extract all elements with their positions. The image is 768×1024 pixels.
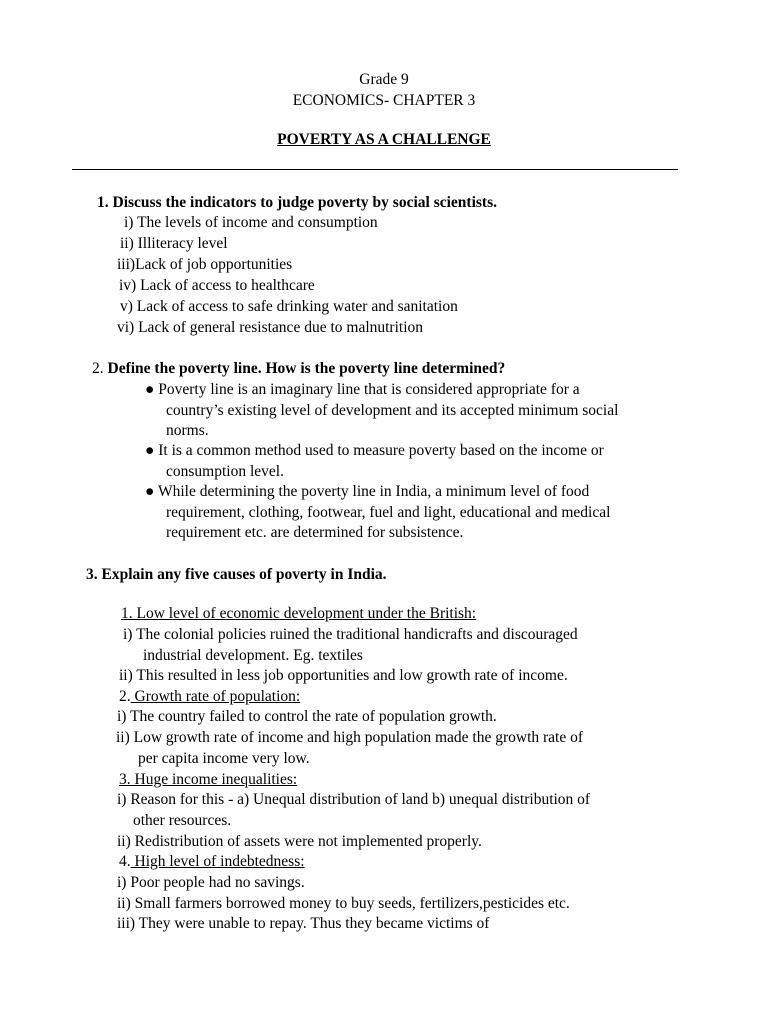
q2-bullet-3-line-3: requirement etc. are determined for subsistence.	[166, 524, 464, 541]
q1-item-6: vi) Lack of general resistance due to malnutrition	[117, 319, 424, 336]
cause-2-title: Growth rate of population:	[130, 688, 301, 705]
cause-4-heading	[119, 852, 305, 872]
q2-bullet-1-line-1: ● Poverty line is an imaginary line that is considered appropriate for a	[145, 381, 580, 398]
cause-2-heading	[119, 687, 300, 707]
cause-2-item-2: ii) Low growth rate of income and high population made the growth rate of	[116, 729, 584, 746]
q1-item-4: iv) Lack of access to healthcare	[119, 277, 315, 294]
q1-item-5: v) Lack of access to safe drinking water and sanitation	[120, 298, 458, 315]
cause-3-item-1-cont: other resources.	[133, 812, 232, 829]
q2-bullet-2-line-1: ● It is a common method used to measure poverty based on the income or	[145, 442, 604, 459]
cause-2-item-2-cont: per capita income very low.	[138, 750, 310, 767]
cause-1-heading: 1. Low level of economic development under the British:	[121, 605, 477, 622]
cause-4-title: High level of indebtedness:	[130, 853, 305, 870]
cause-4-item-3: iii) They were unable to repay. Thus they became victims of	[117, 915, 490, 932]
cause-3-item-1: i) Reason for this - a) Unequal distribution of land b) unequal distribution of	[117, 791, 591, 808]
cause-4-item-2: ii) Small farmers borrowed money to buy seeds, fertilizers,pesticides etc.	[117, 895, 570, 912]
q1-item-3: iii)Lack of job opportunities	[117, 256, 293, 273]
question-2-number: 2.	[92, 360, 104, 377]
q2-bullet-3-line-2: requirement, clothing, footwear, fuel and light, educational and medical	[166, 504, 611, 521]
q2-bullet-1-line-3: norms.	[166, 422, 209, 439]
question-2-text: Define the poverty line. How is the poverty line determined?	[107, 360, 506, 377]
question-2	[92, 359, 505, 379]
chapter-title: POVERTY AS A CHALLENGE	[277, 131, 491, 148]
q2-bullet-3-line-1: ● While determining the poverty line in India, a minimum level of food	[145, 483, 590, 500]
cause-1-item-1: i) The colonial policies ruined the traditional handicrafts and discouraged	[123, 626, 578, 643]
q2-bullet-2-line-2: consumption level.	[166, 463, 284, 480]
cause-4-item-1: i) Poor people had no savings.	[117, 874, 305, 891]
cause-2-number: 2.	[119, 688, 131, 705]
q1-item-2: ii) Illiteracy level	[120, 235, 228, 252]
cause-3-heading: 3. Huge income inequalities:	[119, 771, 298, 788]
question-1: 1. Discuss the indicators to judge poverty by social scientists.	[97, 194, 497, 211]
cause-1-item-2: ii) This resulted in less job opportunities and low growth rate of income.	[119, 667, 568, 684]
question-3: 3. Explain any five causes of poverty in India.	[86, 566, 387, 583]
subject-label: ECONOMICS- CHAPTER 3	[292, 92, 476, 109]
cause-1-item-1-cont: industrial development. Eg. textiles	[143, 647, 363, 664]
cause-2-item-1: i) The country failed to control the rate of population growth.	[117, 708, 497, 725]
q2-bullet-1-line-2: country’s existing level of development and its accepted minimum social	[166, 402, 619, 419]
q1-item-1: i) The levels of income and consumption	[124, 214, 378, 231]
cause-4-number: 4.	[119, 853, 131, 870]
cause-3-item-2: ii) Redistribution of assets were not implemented properly.	[117, 833, 482, 850]
grade-label: Grade 9	[359, 71, 409, 88]
title-divider	[72, 169, 678, 170]
